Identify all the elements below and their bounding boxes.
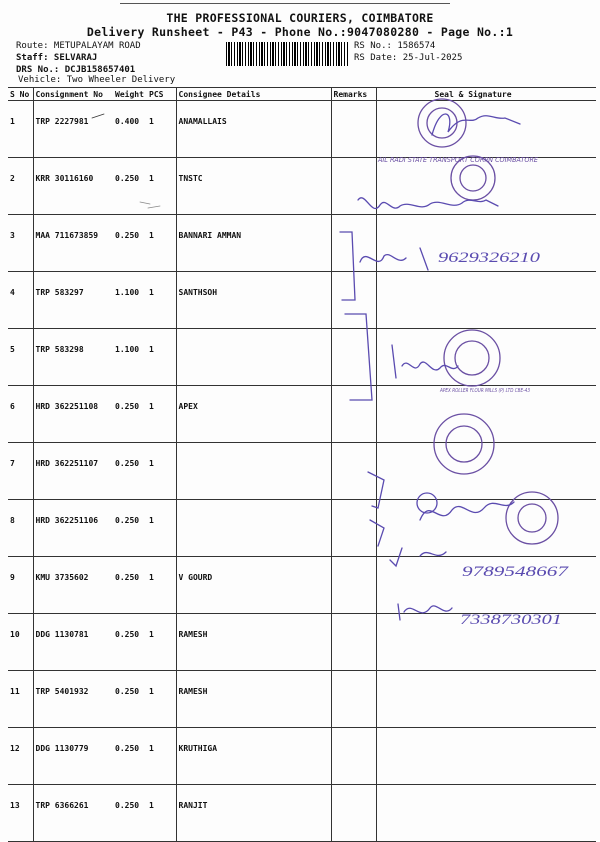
cell-consignee: RAMESH [176,614,331,671]
cell-consignee [176,443,331,500]
col-pcs-header: PCS [147,88,176,101]
stamp-row2-text: AIL RADI STATE TRANSPORT CORPN COIMBATORE [377,156,539,164]
cell-signature [376,215,596,272]
cell-signature [376,785,596,842]
cell-signature [376,272,596,329]
cell-signature [376,728,596,785]
runsheet-subtitle: Delivery Runsheet - P43 - Phone No.:9047080280 - Page No.:1 [86,25,514,39]
cell-pcs: 1 [147,272,176,329]
cell-remarks [331,500,376,557]
cell-pcs: 1 [147,614,176,671]
cell-consignment: KMU 3735602 [33,557,113,614]
cell-pcs: 1 [147,158,176,215]
staff-label: Staff: SELVARAJ [16,53,98,63]
cell-signature [376,557,596,614]
cell-consignee: RANJIT [176,785,331,842]
col-remarks-header: Remarks [331,88,376,101]
cell-remarks [331,272,376,329]
col-signature-header: Seal & Signature [376,88,596,101]
cell-weight: 0.250 [113,443,147,500]
cell-remarks [331,158,376,215]
cell-consignee [176,329,331,386]
cell-weight: 0.400 [113,101,147,158]
table-header-row [8,88,596,101]
cell-pcs: 1 [147,671,176,728]
cell-sno: 5 [8,329,33,386]
col-consignee-header: Consignee Details [176,88,331,101]
cell-weight: 0.250 [113,671,147,728]
cell-signature [376,500,596,557]
cell-pcs: 1 [147,386,176,443]
cell-pcs: 1 [147,785,176,842]
cell-pcs: 1 [147,500,176,557]
phone-row4: 9629326210 [438,250,541,266]
route-label: Route: METUPALAYAM ROAD [16,41,141,51]
runsheet-table [8,87,596,842]
cell-pcs: 1 [147,728,176,785]
table-row [8,158,596,215]
cell-sno: 13 [8,785,33,842]
rs-date: RS Date: 25-Jul-2025 [354,53,463,63]
cell-remarks [331,101,376,158]
cell-consignee: V GOURD [176,557,331,614]
cell-consignee: ANAMALLAIS [176,101,331,158]
cell-consignment: HRD 362251106 [33,500,113,557]
table-row [8,443,596,500]
cell-weight: 0.250 [113,557,147,614]
cell-sno: 4 [8,272,33,329]
cell-consignee: APEX [176,386,331,443]
cell-sno: 12 [8,728,33,785]
cell-weight: 0.250 [113,215,147,272]
cell-weight: 0.250 [113,500,147,557]
cell-signature [376,614,596,671]
cell-pcs: 1 [147,101,176,158]
cell-signature [376,386,596,443]
cell-sno: 1 [8,101,33,158]
table-row [8,785,596,842]
cell-remarks [331,557,376,614]
cell-signature [376,671,596,728]
cell-weight: 0.250 [113,158,147,215]
cell-weight: 1.100 [113,329,147,386]
cell-remarks [331,614,376,671]
cell-consignment: TRP 5401932 [33,671,113,728]
cell-remarks [331,728,376,785]
cell-consignment: TRP 583298 [33,329,113,386]
table-row [8,101,596,158]
table-row [8,329,596,386]
cell-signature [376,101,596,158]
cell-pcs: 1 [147,329,176,386]
phone-row13: 7338730301 [460,612,562,628]
cell-sno: 8 [8,500,33,557]
cell-consignment: MAA 711673859 [33,215,113,272]
stamp-row6-text: APEX ROLLER FLOUR MILLS (P) LTD CBE-43 [439,388,531,394]
cell-sno: 9 [8,557,33,614]
table-row [8,215,596,272]
cell-sno: 3 [8,215,33,272]
col-consignment-header: Consignment No [33,88,113,101]
cell-signature [376,329,596,386]
cell-sno: 7 [8,443,33,500]
cell-remarks [331,215,376,272]
cell-weight: 1.100 [113,272,147,329]
cell-consignee [176,500,331,557]
cell-sno: 10 [8,614,33,671]
cell-signature [376,158,596,215]
cell-consignee: SANTHSOH [176,272,331,329]
cell-consignee: TNSTC [176,158,331,215]
table-row [8,614,596,671]
table-row [8,500,596,557]
table-row [8,386,596,443]
cell-consignment: DDG 1130779 [33,728,113,785]
cell-signature [376,443,596,500]
cell-remarks [331,785,376,842]
cell-sno: 2 [8,158,33,215]
cell-consignee: KRUTHIGA [176,728,331,785]
cell-consignment: HRD 362251108 [33,386,113,443]
cell-consignment: TRP 2227981 [33,101,113,158]
cell-consignment: HRD 362251107 [33,443,113,500]
cell-weight: 0.250 [113,386,147,443]
cell-pcs: 1 [147,215,176,272]
cell-consignee: BANNARI AMMAN [176,215,331,272]
top-edge-line [120,3,450,4]
vehicle-label: Vehicle: Two Wheeler Delivery [18,75,176,85]
drs-number: DRS No.: DCJB158657401 [16,65,136,75]
cell-consignment: TRP 583297 [33,272,113,329]
table-row [8,557,596,614]
table-row [8,272,596,329]
cell-weight: 0.250 [113,614,147,671]
cell-weight: 0.250 [113,785,147,842]
cell-remarks [331,443,376,500]
cell-sno: 6 [8,386,33,443]
col-sno-header: S No [8,88,33,101]
cell-consignee: RAMESH [176,671,331,728]
cell-consignment: KRR 30116160 [33,158,113,215]
col-weight-header: Weight [113,88,147,101]
table-row [8,671,596,728]
cell-sno: 11 [8,671,33,728]
cell-remarks [331,386,376,443]
company-title: THE PROFESSIONAL COURIERS, COIMBATORE [166,11,434,25]
table-row [8,728,596,785]
cell-weight: 0.250 [113,728,147,785]
cell-pcs: 1 [147,443,176,500]
cell-remarks [331,671,376,728]
cell-pcs: 1 [147,557,176,614]
phone-row12: 9789548667 [462,564,571,580]
cell-consignment: TRP 6366261 [33,785,113,842]
cell-consignment: DDG 1130781 [33,614,113,671]
barcode [226,42,348,66]
cell-remarks [331,329,376,386]
rs-number: RS No.: 1586574 [354,41,436,51]
